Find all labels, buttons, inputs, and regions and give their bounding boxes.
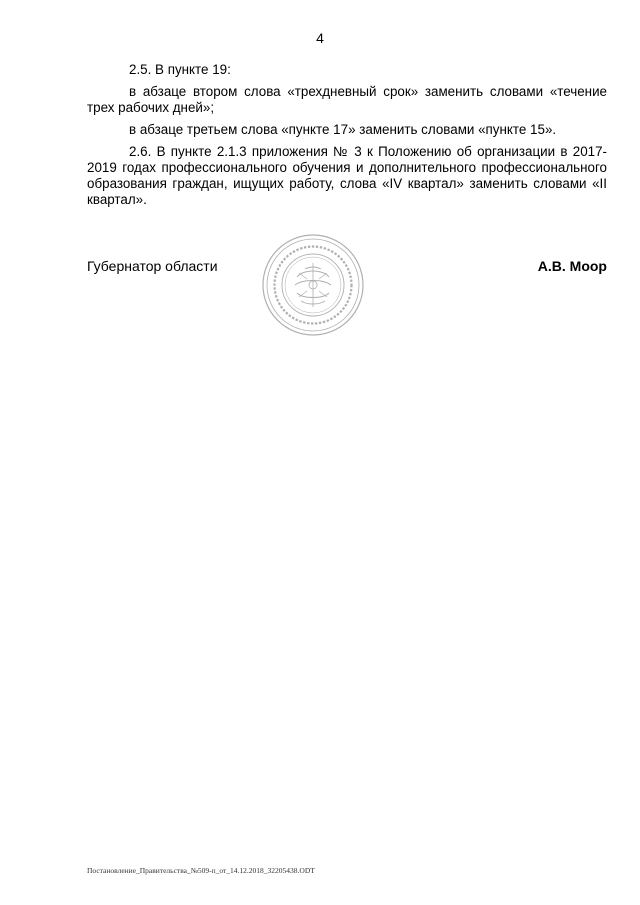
paragraph-abzac-3: в абзаце третьем слова «пункте 17» заменить словами «пункте 15». — [129, 122, 557, 137]
page-number: 4 — [316, 30, 324, 46]
signer-title: Губернатор области — [87, 258, 218, 274]
paragraph-2-5: 2.5. В пункте 19: — [129, 62, 231, 77]
official-seal-icon — [261, 233, 365, 337]
paragraph-2-6: 2.6. В пункте 2.1.3 приложения № 3 к Положению об организации в 2017-2019 годах профессионального обучения и дополнительного профессионального образования граждан, ищущих работу, слова «IV квартал» заменить словами «II квартал». — [87, 144, 607, 207]
document-body — [87, 62, 607, 208]
signer-name: А.В. Моор — [537, 258, 607, 274]
document-footer: Постановление_Правительства_№509-п_от_14.12.2018_32205438.ODT — [87, 866, 315, 875]
paragraph-abzac-2: в абзаце втором слова «трехдневный срок» заменить словами «течение трех рабочих дней»; — [87, 84, 607, 115]
